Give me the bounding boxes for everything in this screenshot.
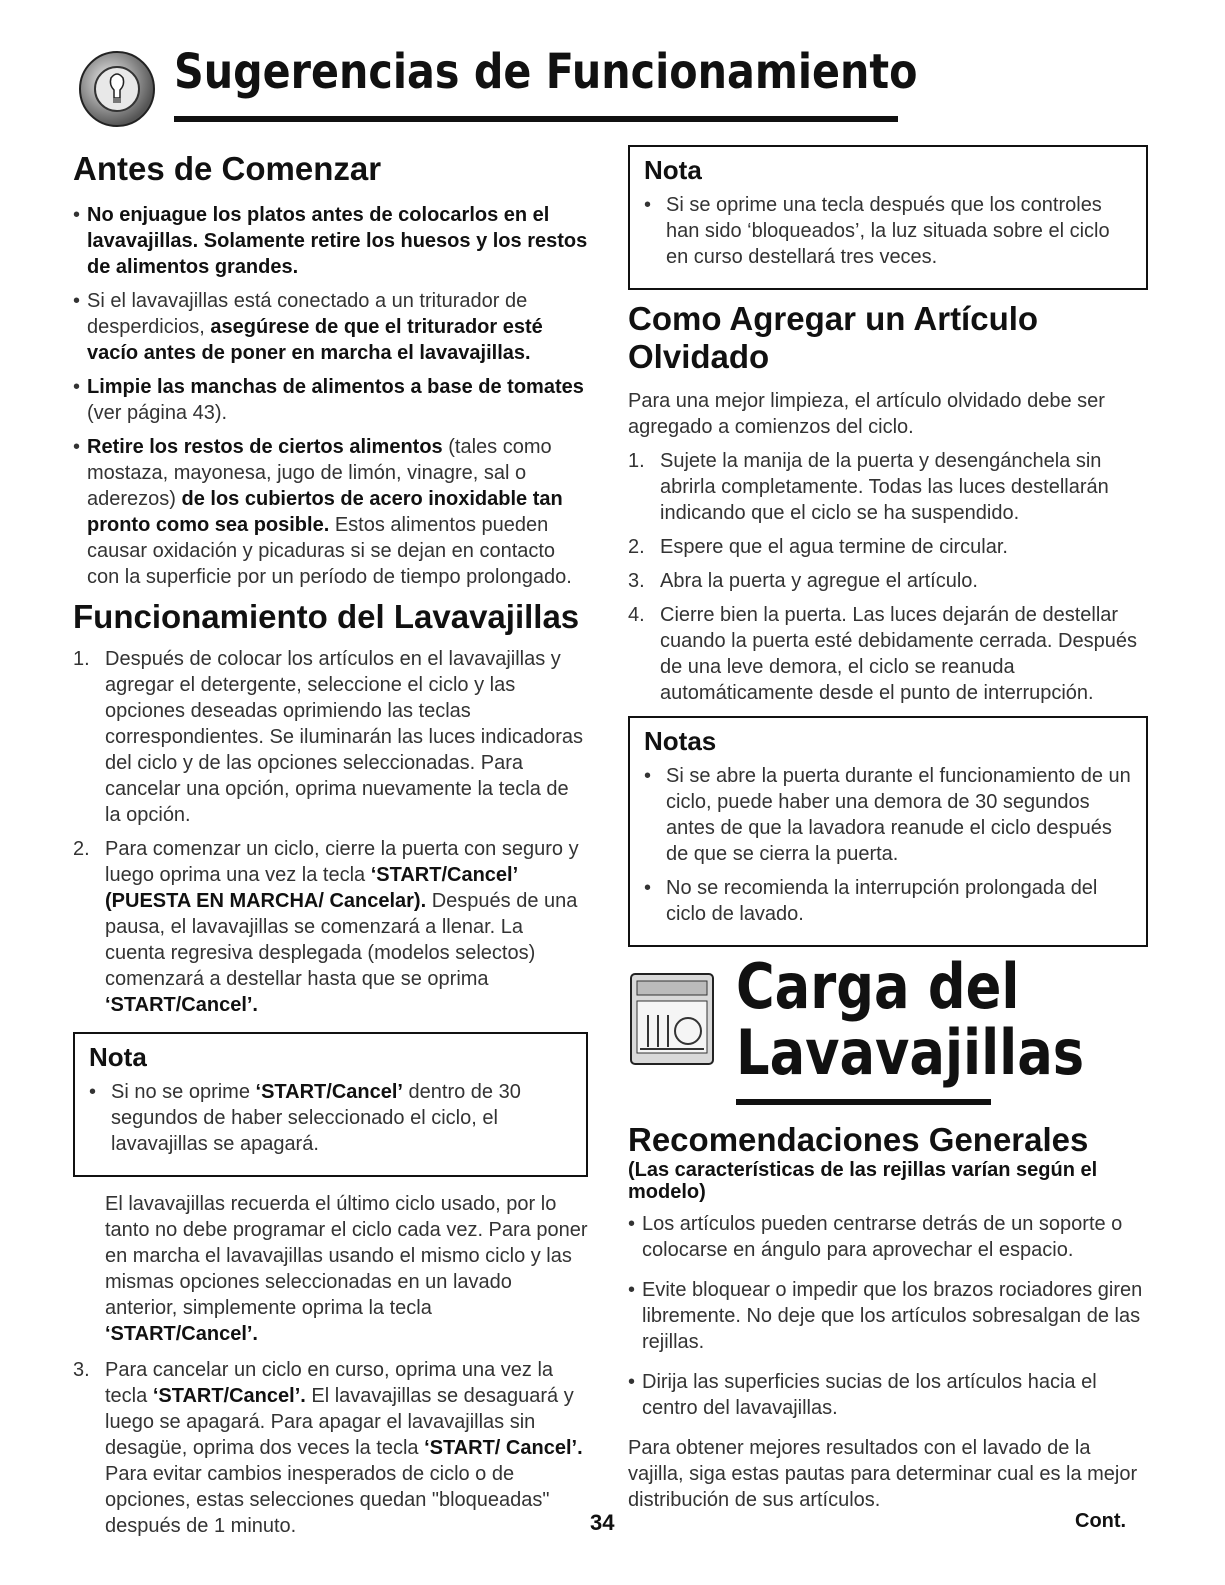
left-column	[73, 150, 588, 1547]
step-text: Después de una pausa, el lavavajillas se comenzará a llenar. La cuenta regresiva desplegada (modelos selectos) comenzará a destellar hasta que se oprima	[105, 890, 578, 990]
recom-subheading: (Las características de las rejillas varían según el modelo)	[628, 1159, 1098, 1203]
step-text-bold: ‘START/Cancel’.	[105, 994, 258, 1016]
header-rule	[174, 116, 898, 122]
dishwasher-icon	[628, 971, 716, 1067]
step-text: Abra la puerta y agregue el artículo.	[660, 570, 978, 592]
step-text: Para comenzar un ciclo, cierre la puerta con seguro y luego oprima una vez la tecla	[105, 838, 579, 886]
step-number: 3.	[628, 570, 645, 592]
note-list	[644, 763, 1134, 927]
step-number: 4.	[628, 604, 645, 626]
bullet-text: Estos alimentos pueden causar oxidación y picaduras si se dejan en contacto con la superficie por un período de tiempo prolongado.	[87, 514, 572, 588]
section-banner	[628, 950, 1148, 1111]
bullet-text-bold: asegúrese de que el triturador esté vacío antes de poner en marcha el lavavajillas.	[87, 316, 543, 364]
step-text: Para cancelar un ciclo en curso, oprima una vez la tecla	[105, 1359, 554, 1407]
step-text: Sujete la manija de la puerta y desengánchela sin abrirla completamente. Todas las luces destellarán indicando que el ciclo se ha suspendido.	[660, 450, 1109, 524]
step-text: Cierre bien la puerta. Las luces dejarán de destellar cuando la puerta esté debidamente cerrada. Después de una leve demora, el ciclo se reanuda automáticamente desde el punto de interrupción.	[660, 604, 1137, 704]
page-header	[78, 42, 918, 132]
list-item: • Si se abre la puerta durante el funcionamiento de un ciclo, puede haber una demora de 30 segundos antes de que la lavadora reanude el ciclo después de que se cierra la puerta.	[644, 763, 1134, 867]
step-text: Para evitar cambios inesperados de ciclo o de opciones, estas selecciones quedan "bloqueadas" después de 1 minuto.	[105, 1463, 550, 1537]
step-text-bold: ‘START/Cancel’ (PUESTA EN MARCHA/ Cancelar).	[105, 864, 518, 912]
note-text: Si no se oprime	[111, 1081, 250, 1103]
recom-list	[628, 1211, 1148, 1421]
agregar-intro: Para una mejor limpieza, el artículo olvidado debe ser agregado a comienzos del ciclo.	[628, 390, 1105, 438]
agregar-list	[628, 448, 1148, 706]
note-title: Notas	[644, 726, 717, 756]
list-item	[628, 534, 1148, 560]
step-number: 1.	[73, 648, 90, 670]
step-number: 2.	[628, 536, 645, 558]
banner-title-line2: Lavavajillas	[736, 1016, 1085, 1089]
notes-box	[628, 716, 1148, 947]
step-text: El lavavajillas se desaguará y luego se apagará. Para apagar el lavavajillas sin desagüe, oprima dos veces la tecla	[105, 1385, 574, 1459]
func-heading: Funcionamiento del Lavavajillas	[73, 598, 580, 635]
bullet-text-bold: Limpie las manchas de alimentos a base de tomates	[87, 376, 584, 398]
bullet-text: Si el lavavajillas está conectado a un triturador de desperdicios,	[87, 290, 528, 338]
antes-list	[73, 202, 588, 590]
list-item	[73, 836, 588, 1018]
bullet-text-bold: Retire los restos de ciertos alimentos	[87, 436, 443, 458]
note-box	[628, 145, 1148, 290]
list-item	[73, 374, 588, 426]
note-title: Nota	[89, 1042, 147, 1072]
remember-paragraph	[73, 1191, 588, 1347]
banner-rule	[736, 1099, 991, 1105]
note-list	[89, 1079, 574, 1157]
list-item	[628, 448, 1148, 526]
list-item: • Los artículos pueden centrarse detrás de un soporte o colocarse en ángulo para aprovechar el espacio.	[628, 1211, 1148, 1263]
continued-label: Cont.	[1075, 1510, 1127, 1532]
list-item	[628, 602, 1148, 706]
step-number: 2.	[73, 838, 90, 860]
list-item	[73, 1357, 588, 1539]
list-item: • Si se oprime una tecla después que los controles han sido ‘bloqueados’, la luz situada sobre el ciclo en curso destellará tres veces.	[644, 192, 1134, 270]
func-list-cont	[73, 1357, 588, 1539]
bullet-text: No enjuague los platos antes de colocarlos en el lavavajillas. Solamente retire los huesos y los restos de alimentos grandes.	[87, 204, 588, 278]
step-number: 3.	[73, 1359, 90, 1381]
page-title: Sugerencias de Funcionamiento	[174, 44, 918, 100]
paragraph-text: El lavavajillas recuerda el último ciclo usado, por lo tanto no debe programar el ciclo cada vez. Para poner en marcha el lavavajillas usando el mismo ciclo y las mismas opciones seleccionadas en un lavado anterior, simplemente oprima la tecla	[105, 1193, 588, 1319]
step-text-bold: ‘START/Cancel’.	[152, 1385, 306, 1407]
list-item	[73, 202, 588, 280]
list-item: • Evite bloquear o impedir que los brazos rociadores giren libremente. No deje que los artículos sobresalgan de las rejillas.	[628, 1277, 1148, 1355]
page-number: 34	[590, 1510, 615, 1535]
bullet-text: (tales como mostaza, mayonesa, jugo de limón, vinagre, sal o aderezos)	[87, 436, 552, 510]
lightbulb-icon	[78, 50, 156, 128]
note-list	[644, 192, 1134, 270]
antes-heading: Antes de Comenzar	[73, 150, 382, 187]
note-text-bold: ‘START/Cancel’	[255, 1081, 403, 1103]
bullet-text-bold: de los cubiertos de acero inoxidable tan pronto como sea posible.	[87, 488, 563, 536]
banner-title-line1: Carga del	[736, 950, 1020, 1023]
bullet-text: (ver página 43).	[87, 402, 228, 424]
step-text: Espere que el agua termine de circular.	[660, 536, 1008, 558]
list-item	[73, 288, 588, 366]
note-title: Nota	[644, 155, 702, 185]
list-item	[628, 568, 1148, 594]
recom-outro: Para obtener mejores resultados con el lavado de la vajilla, siga estas pautas para determinar cual es la mejor distribución de sus artículos.	[628, 1437, 1138, 1511]
func-list	[73, 646, 588, 1018]
right-column	[628, 145, 1148, 1513]
note-text: dentro de 30 segundos de haber seleccionado el ciclo, el lavavajillas se apagará.	[111, 1081, 521, 1155]
list-item: • Dirija las superficies sucias de los artículos hacia el centro del lavavajillas.	[628, 1369, 1148, 1421]
list-item	[89, 1079, 574, 1157]
list-item	[73, 646, 588, 828]
step-number: 1.	[628, 450, 645, 472]
agregar-heading: Como Agregar un Artículo Olvidado	[628, 300, 1039, 375]
step-text: Después de colocar los artículos en el lavavajillas y agregar el detergente, seleccione el ciclo y las opciones deseadas oprimiendo las teclas correspondientes. Se iluminarán las luces indicadoras del ciclo y de las opciones seleccionadas. Para cancelar una opción, oprima nuevamente la tecla de la opción.	[105, 648, 584, 826]
note-box	[73, 1032, 588, 1177]
step-text-bold: ‘START/ Cancel’.	[424, 1437, 583, 1459]
paragraph-text-bold: ‘START/Cancel’.	[105, 1323, 258, 1345]
recom-heading: Recomendaciones Generales	[628, 1121, 1089, 1158]
list-item	[73, 434, 588, 590]
list-item: • No se recomienda la interrupción prolongada del ciclo de lavado.	[644, 875, 1134, 927]
